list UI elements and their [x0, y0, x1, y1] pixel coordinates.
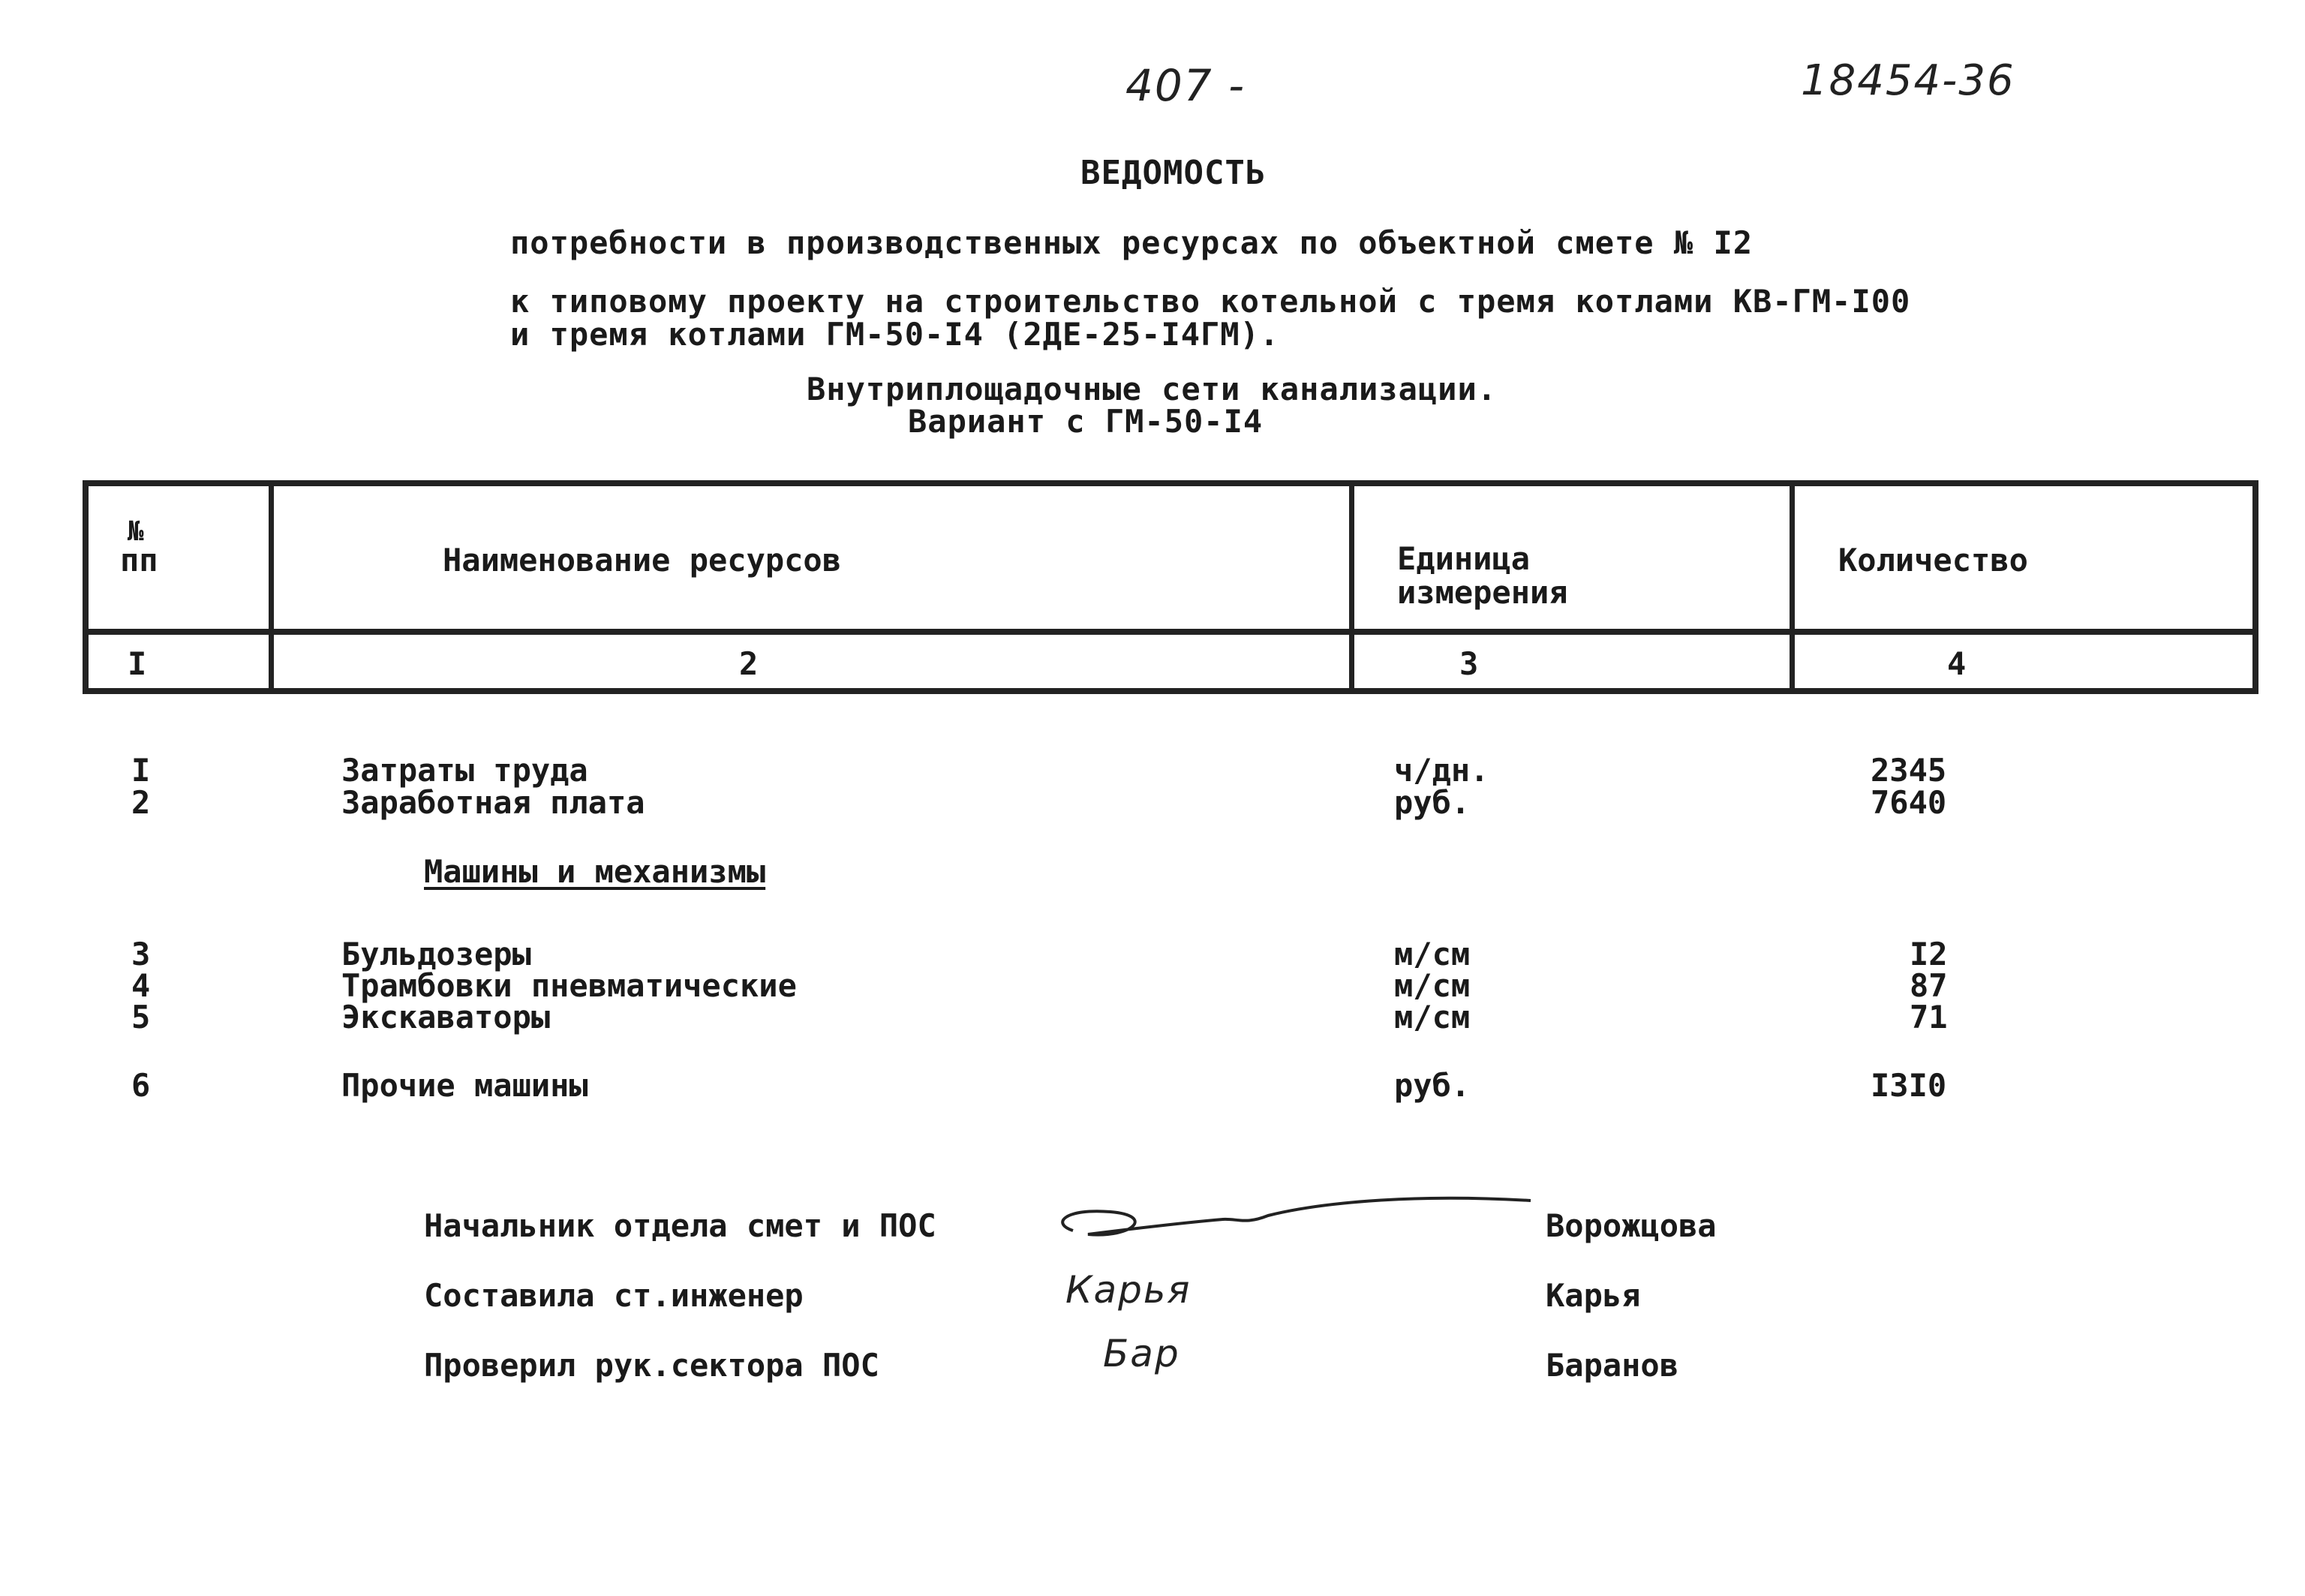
row-2-unit: руб. [1394, 784, 1471, 821]
row-3-qty: I2 [1910, 936, 1948, 972]
subtitle-line-2: к типовому проекту на строительство котельной с тремя котлами КВ-ГМ-I00 [510, 283, 1911, 320]
row-4-unit: м/см [1394, 967, 1471, 1004]
subtitle-line-5: Вариант с ГМ-50-I4 [908, 403, 1264, 440]
subtitle-line-4: Внутриплощадочные сети канализации. [807, 371, 1498, 407]
signature-name-1: Ворожцова [1546, 1207, 1717, 1244]
signature-role-2: Составила ст.инженер [424, 1277, 804, 1314]
header-num-top: № [128, 516, 144, 547]
row-3-name: Бульдозеры [341, 936, 531, 972]
row-2-num: 2 [131, 784, 151, 821]
row-5-qty: 71 [1910, 999, 1948, 1035]
subtitle-line-1: потребности в производственных ресурсах по объектной смете № I2 [510, 224, 1754, 261]
row-1-unit: ч/дн. [1394, 752, 1489, 789]
header-name: Наименование ресурсов [443, 542, 842, 579]
table-col-divider-2 [1349, 480, 1354, 694]
row-5-name: Экскаваторы [341, 999, 551, 1035]
signature-role-3: Проверил рук.сектора ПОС [424, 1347, 879, 1384]
table-divider [83, 629, 2258, 635]
col-number-1: I [128, 645, 147, 682]
header-qty: Количество [1838, 542, 2028, 579]
row-3-num: 3 [131, 936, 151, 972]
row-2-name: Заработная плата [341, 784, 645, 821]
signature-role-1: Начальник отдела смет и ПОС [424, 1207, 936, 1244]
page-number: 407 - [1125, 60, 1246, 111]
row-6-num: 6 [131, 1067, 151, 1104]
row-2-qty: 7640 [1871, 784, 1947, 821]
col-number-3: 3 [1459, 645, 1479, 682]
col-number-4: 4 [1947, 645, 1967, 682]
col-number-2: 2 [739, 645, 759, 682]
document-code: 18454-36 [1801, 56, 2015, 105]
signature-1 [1043, 1178, 1553, 1261]
section-heading: Машины и механизмы [424, 853, 766, 890]
header-unit-bottom: измерения [1397, 574, 1568, 611]
signature-name-2: Карья [1546, 1277, 1641, 1314]
table-col-divider-3 [1790, 480, 1795, 694]
row-4-name: Трамбовки пневматические [341, 967, 797, 1004]
row-4-num: 4 [131, 967, 151, 1004]
subtitle-line-3: и тремя котлами ГМ-50-I4 (2ДЕ-25-I4ГМ). [510, 316, 1280, 353]
row-5-num: 5 [131, 999, 151, 1035]
row-6-unit: руб. [1394, 1067, 1471, 1104]
row-6-qty: I3I0 [1871, 1067, 1947, 1104]
table-col-divider-1 [269, 480, 274, 694]
signature-3: Бар [1103, 1332, 1180, 1375]
row-1-qty: 2345 [1871, 752, 1947, 789]
row-1-name: Затраты труда [341, 752, 588, 789]
document-title: ВЕДОМОСТЬ [1080, 154, 1267, 192]
row-5-unit: м/см [1394, 999, 1471, 1035]
signature-name-3: Баранов [1546, 1347, 1679, 1384]
row-6-name: Прочие машины [341, 1067, 588, 1104]
signature-2: Карья [1065, 1268, 1192, 1312]
row-4-qty: 87 [1910, 967, 1948, 1004]
table-frame [83, 480, 2258, 694]
row-3-unit: м/см [1394, 936, 1471, 972]
header-num-bottom: пп [120, 542, 158, 579]
header-unit-top: Единица [1397, 540, 1531, 577]
row-1-num: I [131, 752, 151, 789]
